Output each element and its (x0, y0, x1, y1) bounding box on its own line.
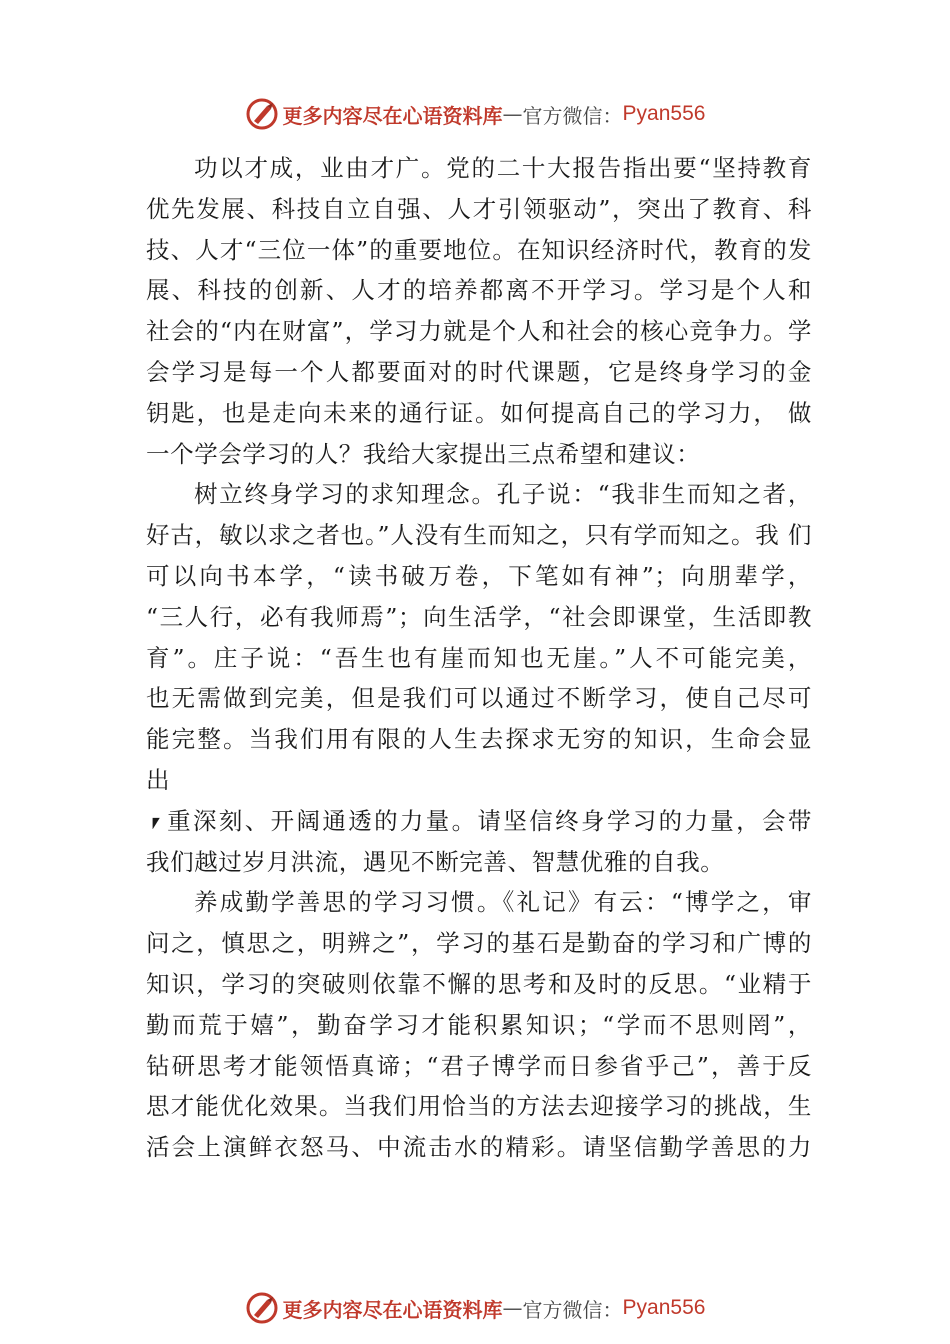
body-line: 一个学会学习的人？我给大家提出三点希望和建议： (146, 439, 701, 468)
footer-separator: — (502, 1296, 523, 1320)
body-line: 展、科技的创新、人才的培养都离不开学习。学习是个人和 (146, 276, 812, 305)
brand-logo-icon (245, 1291, 279, 1325)
body-line: 钥匙，也是走向未来的通行证。如何提高自己的学习力， 做 (146, 398, 812, 427)
body-line: 能完整。当我们用有限的人生去探求无穷的知识，生命会显 (146, 725, 812, 754)
body-line: 活会上演鲜衣怒马、中流击水的精彩。请坚信勤学善思的力 (146, 1133, 812, 1162)
body-line: 树立终身学习的求知理念。孔子说：“我非生而知之者， (194, 480, 812, 509)
body-line: 问之，慎思之，明辨之”，学习的基石是勤奋的学习和广博的 (146, 929, 812, 958)
body-line: 出 (146, 765, 171, 794)
brand-logo-icon (245, 97, 279, 131)
header-banner (0, 94, 950, 134)
body-line: 可以向书本学，“读书破万卷，下笔如有神”；向朋辈学， (146, 561, 812, 590)
body-line: 好古，敏以求之者也。”人没有生而知之，只有学而知之。我 们 (146, 521, 812, 550)
body-line: 功以才成，业由才广。党的二十大报告指出要“坚持教育 (194, 154, 812, 182)
body-line: 技、人才“三位一体”的重要地位。在知识经济时代，教育的发 (146, 235, 812, 264)
body-line: 我们越过岁月洪流，遇见不断完善、智慧优雅的自我。 (146, 847, 725, 876)
header-brand-text: 更多内容尽在心语资料库 (282, 103, 503, 128)
body-line: “三人行，必有我师焉”；向生活学，“社会即课堂，生活即教 (146, 602, 812, 631)
footer-banner (0, 1288, 950, 1328)
body-line: 钻研思考才能领悟真谛；“君子博学而日参省乎己”，善于反 (146, 1051, 812, 1080)
body-line: 也无需做到完美，但是我们可以通过不断学习，使自己尽可 (146, 684, 812, 713)
body-line: 思才能优化效果。当我们用恰当的方法去迎接学习的挑战，生 (146, 1092, 812, 1121)
footer-wechat-label: 官方微信： (522, 1297, 623, 1322)
body-line: 优先发展、科技自立自强、人才引领驱动”，突出了教育、科 (146, 194, 812, 223)
body-line: ⎖重深刻、开阔通透的力量。请坚信终身学习的力量，会带 (146, 806, 812, 835)
body-line: 勤而荒于嬉”，勤奋学习才能积累知识；“学而不思则罔”， (146, 1010, 812, 1039)
body-line: 会学习是每一个人都要面对的时代课题，它是终身学习的金 (146, 357, 812, 386)
body-line: 育”。庄子说：“吾生也有崖而知也无崖。”人不可能完美， (146, 643, 812, 672)
header-separator: — (502, 102, 523, 126)
footer-wechat-id: Pyan556 (622, 1296, 706, 1319)
document-body (146, 148, 812, 1168)
header-wechat-id: Pyan556 (622, 102, 706, 125)
body-line: 养成勤学善思的学习习惯。《礼记》有云：“博学之，审 (194, 888, 812, 917)
body-line: 知识，学习的突破则依靠不懈的思考和及时的反思。“业精于 (146, 969, 812, 998)
body-line: 社会的“内在财富”，学习力就是个人和社会的核心竞争力。学 (146, 317, 812, 346)
header-wechat-label: 官方微信： (522, 103, 623, 128)
footer-brand-text: 更多内容尽在心语资料库 (282, 1297, 503, 1322)
